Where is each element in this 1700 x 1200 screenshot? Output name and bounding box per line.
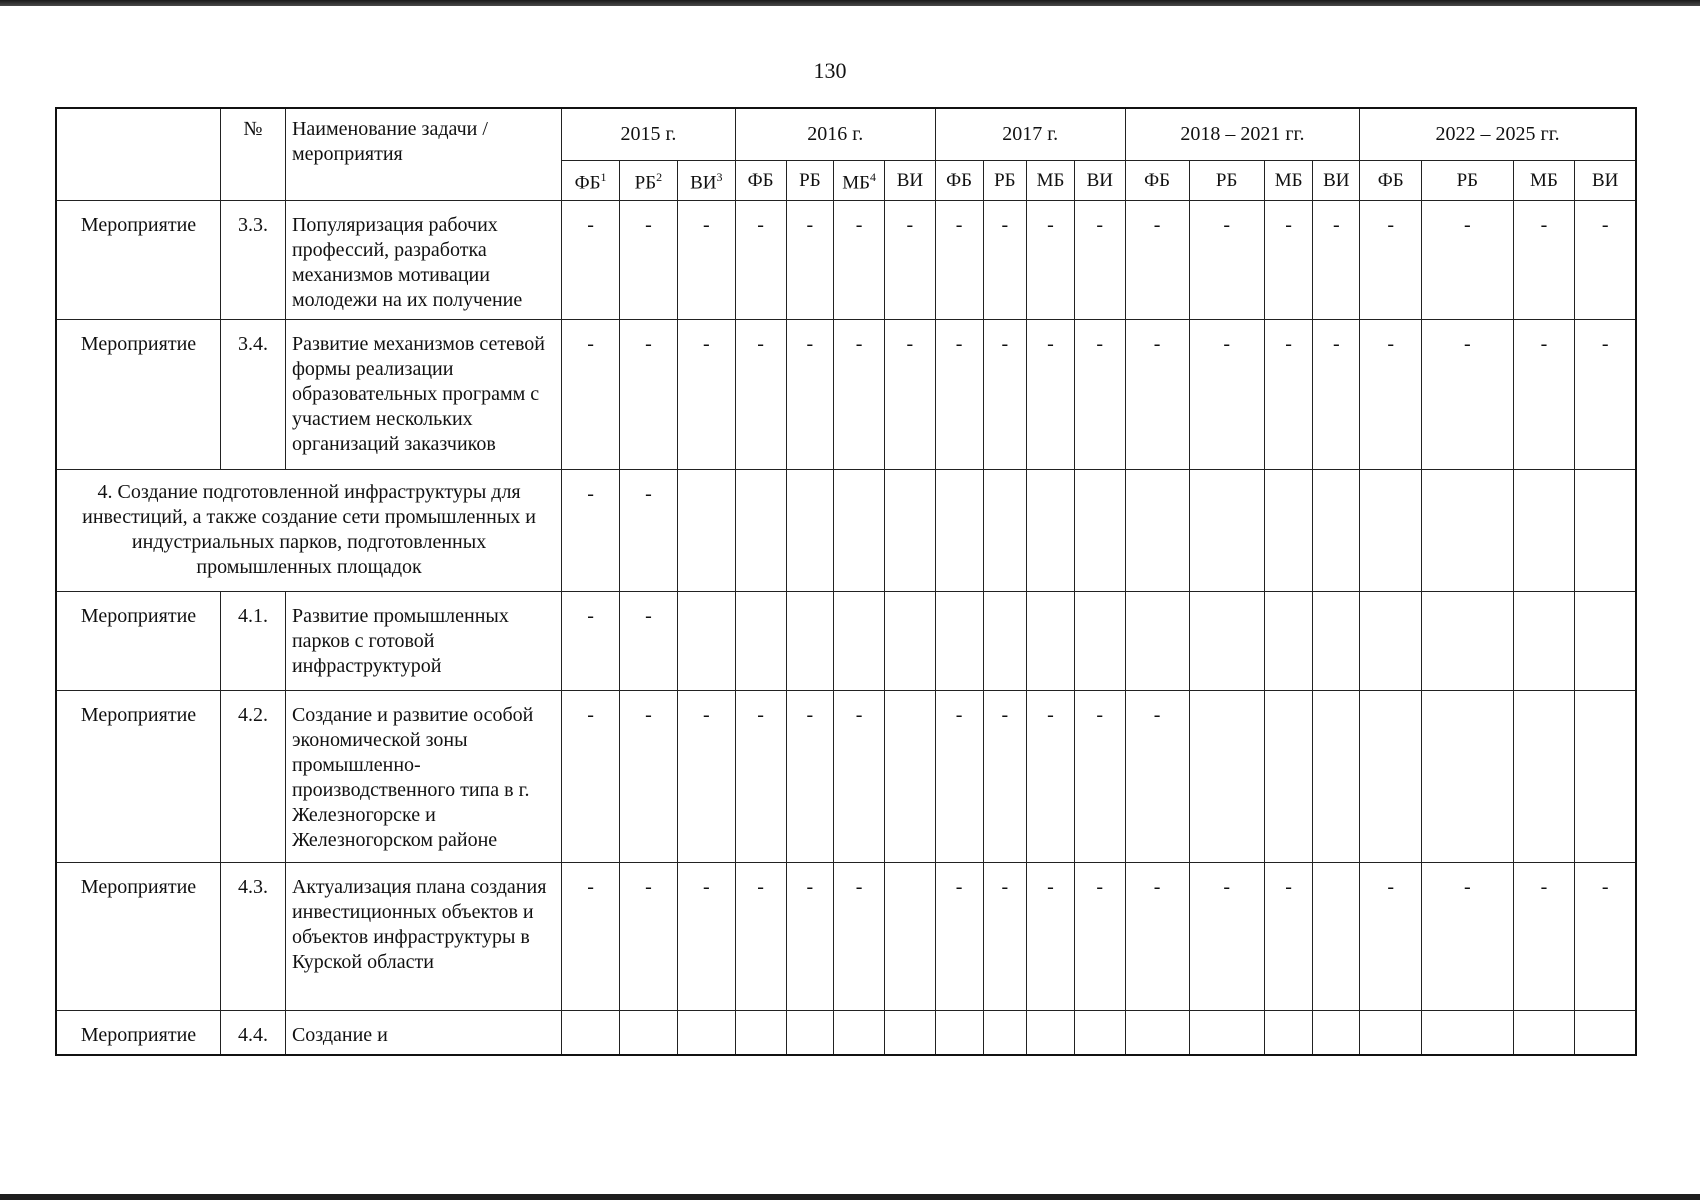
value-cell [1027, 469, 1075, 591]
footnote-mark: 2 [656, 169, 663, 184]
header-source [935, 160, 983, 200]
value-cell: - [1264, 319, 1313, 469]
value-cell [1189, 469, 1264, 591]
value-cell: - [1027, 862, 1075, 1010]
header-source [1074, 160, 1125, 200]
value-cell: - [735, 200, 786, 319]
value-cell: - [619, 690, 677, 862]
value-cell [1313, 469, 1360, 591]
row-type: Мероприятие [56, 690, 220, 862]
value-cell: - [1074, 200, 1125, 319]
value-cell [834, 469, 885, 591]
header-period: 2016 г. [735, 108, 935, 160]
value-cell: - [786, 690, 834, 862]
value-cell [1125, 1010, 1189, 1055]
value-cell: - [619, 200, 677, 319]
value-cell [834, 1010, 885, 1055]
value-cell: - [1074, 319, 1125, 469]
header-source [735, 160, 786, 200]
value-cell: - [1422, 200, 1513, 319]
source-label: ВИ [690, 172, 717, 194]
value-cell [562, 1010, 620, 1055]
value-cell [1313, 591, 1360, 690]
value-cell: - [935, 200, 983, 319]
source-label: ФБ [946, 169, 973, 191]
row-type: Мероприятие [56, 591, 220, 690]
value-cell: - [834, 690, 885, 862]
value-cell: - [1125, 200, 1189, 319]
row-number: 4.2. [220, 690, 285, 862]
row-number: 4.1. [220, 591, 285, 690]
value-cell: - [1575, 200, 1636, 319]
header-source [1264, 160, 1313, 200]
header-blank [56, 108, 220, 200]
table-row [56, 200, 1636, 319]
value-cell: - [1422, 862, 1513, 1010]
row-number: 4.3. [220, 862, 285, 1010]
value-cell [677, 591, 735, 690]
value-cell: - [1513, 200, 1575, 319]
table-row [56, 862, 1636, 1010]
footnote-mark: 4 [870, 169, 877, 184]
value-cell [935, 1010, 983, 1055]
scan-edge-top [0, 0, 1700, 6]
value-cell: - [1575, 319, 1636, 469]
value-cell: - [619, 862, 677, 1010]
value-cell: - [562, 690, 620, 862]
value-cell [1189, 690, 1264, 862]
value-cell [1513, 469, 1575, 591]
value-cell: - [1125, 319, 1189, 469]
header-period: 2015 г. [562, 108, 736, 160]
value-cell: - [1125, 862, 1189, 1010]
header-source [1189, 160, 1264, 200]
value-cell: - [619, 591, 677, 690]
row-type: Мероприятие [56, 319, 220, 469]
value-cell: - [1027, 319, 1075, 469]
row-type: Мероприятие [56, 1010, 220, 1055]
value-cell [1575, 1010, 1636, 1055]
value-cell [786, 1010, 834, 1055]
value-cell: - [562, 469, 620, 591]
row-type: Мероприятие [56, 862, 220, 1010]
value-cell: - [562, 862, 620, 1010]
value-cell: - [1513, 319, 1575, 469]
source-label: ФБ [747, 169, 774, 191]
header-period: 2022 – 2025 гг. [1360, 108, 1636, 160]
value-cell [1360, 591, 1422, 690]
task-row [56, 469, 1636, 591]
value-cell [1422, 469, 1513, 591]
value-cell [834, 591, 885, 690]
header-source [677, 160, 735, 200]
value-cell [1575, 690, 1636, 862]
value-cell [1189, 1010, 1264, 1055]
task-title: 4. Создание подготовленной инфраструктуры для инвестиций, а также создание сети промышленных и индустриальных парков, подготовленных промышленных площадок [56, 469, 562, 591]
value-cell: - [885, 319, 936, 469]
value-cell: - [834, 200, 885, 319]
scan-edge-bottom [0, 1194, 1700, 1200]
source-label: ВИ [1323, 169, 1350, 191]
value-cell [885, 591, 936, 690]
value-cell: - [677, 200, 735, 319]
value-cell: - [1189, 862, 1264, 1010]
table-row [56, 1010, 1636, 1055]
source-label: ФБ [574, 172, 601, 194]
header-source [1513, 160, 1575, 200]
row-name: Развитие промышленных парков с готовой инфраструктурой [285, 591, 561, 690]
value-cell [1264, 1010, 1313, 1055]
header-source [983, 160, 1027, 200]
value-cell: - [1264, 200, 1313, 319]
value-cell [735, 1010, 786, 1055]
row-number: 4.4. [220, 1010, 285, 1055]
value-cell: - [619, 469, 677, 591]
value-cell [1264, 591, 1313, 690]
value-cell: - [1189, 319, 1264, 469]
value-cell: - [562, 319, 620, 469]
value-cell: - [677, 319, 735, 469]
value-cell [1360, 1010, 1422, 1055]
value-cell [1074, 1010, 1125, 1055]
value-cell [1513, 690, 1575, 862]
header-source [1360, 160, 1422, 200]
value-cell [1125, 591, 1189, 690]
value-cell: - [1575, 862, 1636, 1010]
footnote-mark: 1 [600, 169, 607, 184]
header-period: 2018 – 2021 гг. [1125, 108, 1360, 160]
value-cell: - [1360, 319, 1422, 469]
header-source [1125, 160, 1189, 200]
value-cell: - [983, 200, 1027, 319]
value-cell [1027, 591, 1075, 690]
header-row-periods [56, 108, 1636, 160]
header-no: № [220, 108, 285, 200]
value-cell [1313, 1010, 1360, 1055]
value-cell [1575, 591, 1636, 690]
value-cell [1313, 690, 1360, 862]
value-cell [1264, 690, 1313, 862]
value-cell [935, 469, 983, 591]
value-cell: - [1313, 319, 1360, 469]
value-cell: - [786, 862, 834, 1010]
header-source [1575, 160, 1636, 200]
value-cell: - [834, 319, 885, 469]
value-cell [983, 1010, 1027, 1055]
value-cell [1027, 1010, 1075, 1055]
source-label: РБ [1456, 169, 1479, 191]
value-cell [885, 1010, 936, 1055]
header-source [786, 160, 834, 200]
value-cell [1513, 591, 1575, 690]
value-cell: - [1027, 690, 1075, 862]
source-label: РБ [994, 169, 1016, 191]
value-cell: - [834, 862, 885, 1010]
value-cell: - [562, 200, 620, 319]
value-cell: - [1074, 690, 1125, 862]
row-name: Развитие механизмов сетевой формы реализации образовательных программ с участием нескольких организаций заказчиков [285, 319, 561, 469]
value-cell [1360, 469, 1422, 591]
value-cell [983, 469, 1027, 591]
header-source [834, 160, 885, 200]
page-number: 130 [813, 58, 847, 83]
header-period: 2017 г. [935, 108, 1125, 160]
value-cell [1074, 591, 1125, 690]
value-cell [983, 591, 1027, 690]
source-label: РБ [1215, 169, 1238, 191]
value-cell [619, 1010, 677, 1055]
value-cell [1074, 469, 1125, 591]
value-cell [1422, 591, 1513, 690]
table-row [56, 319, 1636, 469]
source-label: ВИ [896, 169, 924, 191]
source-label: РБ [634, 172, 657, 194]
value-cell: - [935, 319, 983, 469]
header-name: Наименование задачи / мероприятия [285, 108, 561, 200]
value-cell: - [1513, 862, 1575, 1010]
value-cell: - [935, 690, 983, 862]
funding-table [55, 107, 1637, 1056]
value-cell [885, 690, 936, 862]
value-cell: - [885, 200, 936, 319]
value-cell: - [735, 690, 786, 862]
value-cell [885, 862, 936, 1010]
source-label: МБ [1530, 169, 1558, 191]
value-cell: - [1264, 862, 1313, 1010]
source-label: РБ [799, 169, 821, 191]
value-cell: - [735, 862, 786, 1010]
value-cell [1422, 690, 1513, 862]
table-row [56, 591, 1636, 690]
value-cell [1575, 469, 1636, 591]
source-label: ВИ [1592, 169, 1619, 191]
value-cell [677, 469, 735, 591]
table-row [56, 690, 1636, 862]
value-cell: - [1125, 690, 1189, 862]
source-label: МБ [1036, 169, 1065, 191]
source-label: МБ [842, 172, 871, 194]
value-cell: - [677, 690, 735, 862]
value-cell: - [562, 591, 620, 690]
value-cell: - [786, 319, 834, 469]
value-cell: - [1360, 200, 1422, 319]
value-cell: - [677, 862, 735, 1010]
value-cell: - [619, 319, 677, 469]
value-cell [1313, 862, 1360, 1010]
row-name: Актуализация плана создания инвестиционных объектов и объектов инфраструктуры в Курской области [285, 862, 561, 1010]
value-cell [786, 469, 834, 591]
value-cell [735, 469, 786, 591]
row-number: 3.3. [220, 200, 285, 319]
value-cell: - [1422, 319, 1513, 469]
value-cell: - [1189, 200, 1264, 319]
header-source [1027, 160, 1075, 200]
value-cell: - [1313, 200, 1360, 319]
value-cell [786, 591, 834, 690]
header-source [1422, 160, 1513, 200]
value-cell [677, 1010, 735, 1055]
header-source [1313, 160, 1360, 200]
value-cell: - [1074, 862, 1125, 1010]
source-label: МБ [1274, 169, 1303, 191]
value-cell: - [735, 319, 786, 469]
value-cell: - [1360, 862, 1422, 1010]
row-name: Создание и развитие особой экономической зоны промышленно-производственного типа в г. Железногорске и Железногорском районе [285, 690, 561, 862]
source-label: ВИ [1086, 169, 1113, 191]
value-cell [935, 591, 983, 690]
value-cell [1513, 1010, 1575, 1055]
value-cell [735, 591, 786, 690]
value-cell [1360, 690, 1422, 862]
row-name: Создание и [285, 1010, 561, 1055]
value-cell: - [935, 862, 983, 1010]
row-type: Мероприятие [56, 200, 220, 319]
source-label: ФБ [1144, 169, 1171, 191]
value-cell [1125, 469, 1189, 591]
value-cell: - [983, 862, 1027, 1010]
value-cell [1264, 469, 1313, 591]
header-source [562, 160, 620, 200]
footnote-mark: 3 [716, 169, 723, 184]
value-cell: - [786, 200, 834, 319]
value-cell: - [983, 319, 1027, 469]
header-source [885, 160, 936, 200]
value-cell: - [1027, 200, 1075, 319]
value-cell: - [983, 690, 1027, 862]
value-cell [1189, 591, 1264, 690]
source-label: ФБ [1377, 169, 1404, 191]
value-cell [885, 469, 936, 591]
row-name: Популяризация рабочих профессий, разработка механизмов мотивации молодежи на их получение [285, 200, 561, 319]
header-source [619, 160, 677, 200]
value-cell [1422, 1010, 1513, 1055]
row-number: 3.4. [220, 319, 285, 469]
